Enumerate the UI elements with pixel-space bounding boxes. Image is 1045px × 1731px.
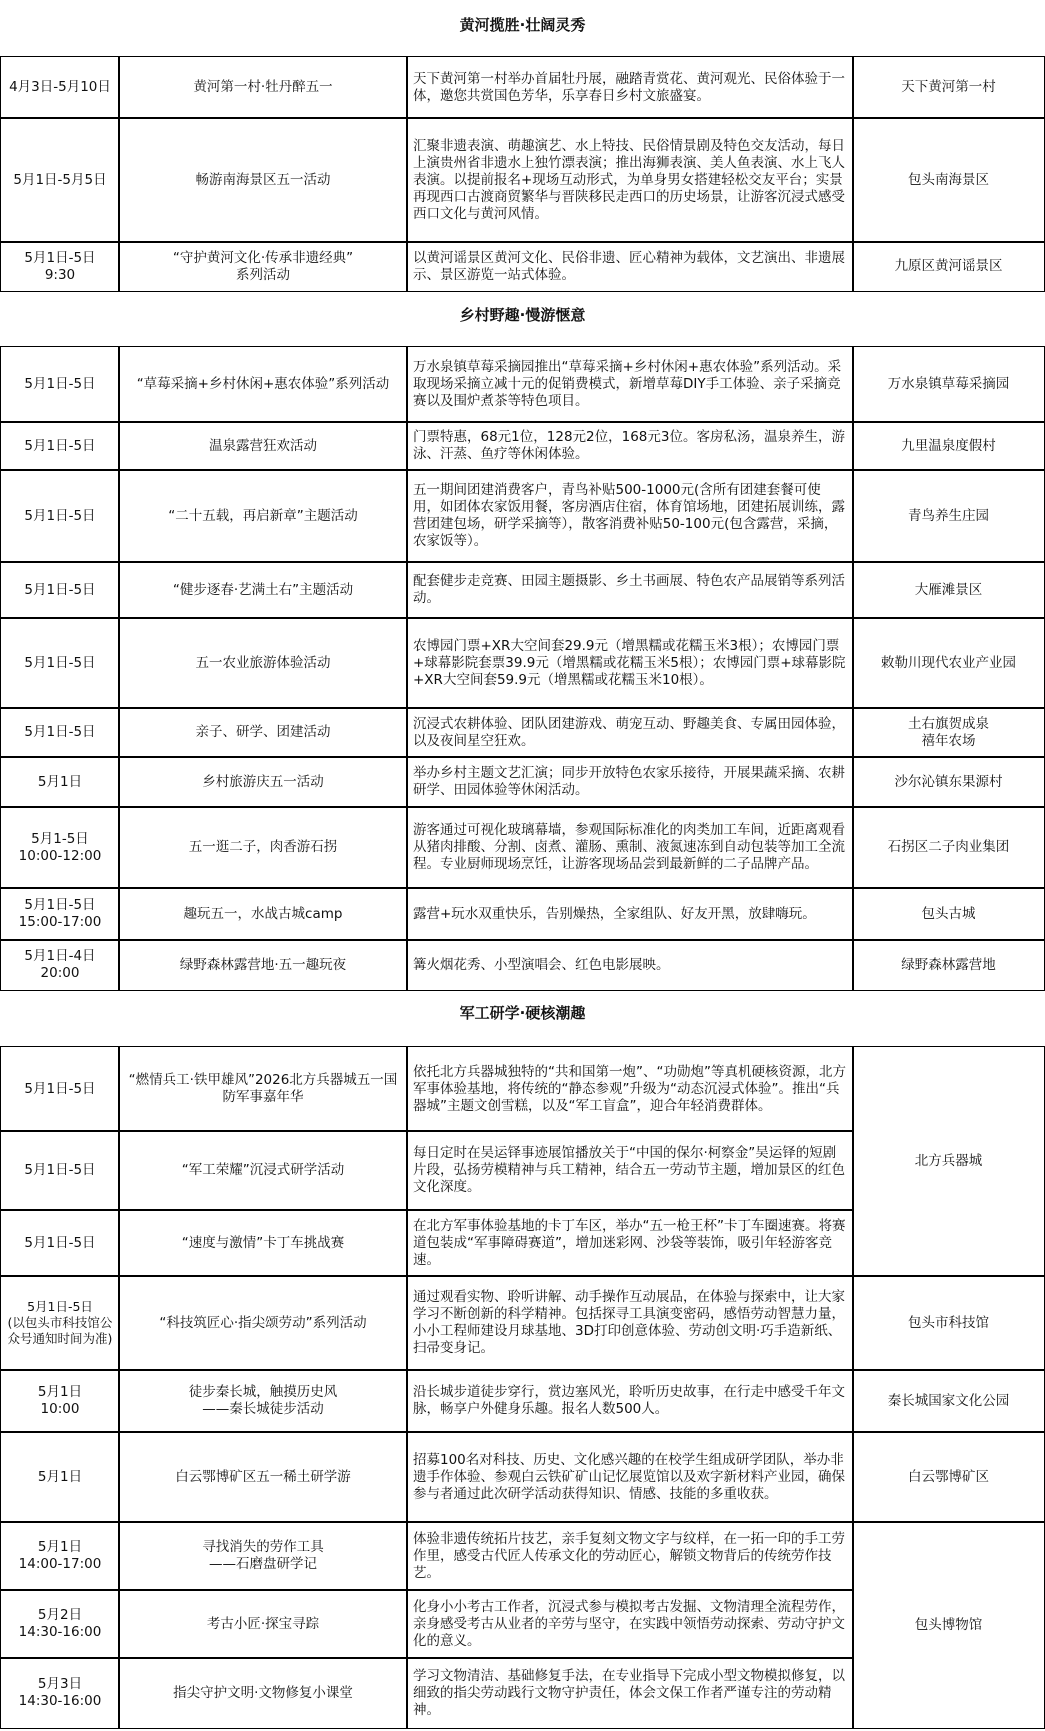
table-cell-desc: 汇聚非遗表演、萌趣演艺、水上特技、民俗情景剧及特色交友活动，每日上演贵州省非遗水上独竹漂表演；推出海狮表演、美人鱼表演、水上飞人表演。以提前报名+现场互动形式，为单身男女搭建轻松交友平台；实景再现西口古渡商贸繁华与晋陕移民走西口的历史场景，让游客沉浸式感受西口文化与黄河风情。 xyxy=(406,117,854,243)
table-cell-date: 4月3日-5月10日 xyxy=(0,56,120,119)
table-cell-place: 敕勒川现代农业产业园 xyxy=(852,617,1045,709)
table-cell-place: 土右旗贺成泉 禧年农场 xyxy=(852,707,1045,758)
table-cell-date: 5月1日-5日 xyxy=(0,561,120,619)
table-cell-date: 5月1日-5日 xyxy=(0,707,120,758)
table-cell-date: 5月1日 10:00 xyxy=(0,1369,120,1433)
table-cell-date: 5月2日 14:30-16:00 xyxy=(0,1589,120,1659)
table-cell-name: “燃情兵工·铁甲雄风”2026北方兵器城五一国防军事嘉年华 xyxy=(118,1046,408,1132)
table-cell-date: 5月1日-5日 xyxy=(0,1046,120,1132)
table-cell-place: 沙尔沁镇东果源村 xyxy=(852,756,1045,808)
table-cell-desc: 依托北方兵器城独特的“共和国第一炮”、“功勋炮”等真机硬核资源，北方军事体验基地，将传统的“静态参观”升级为“动态沉浸式体验”。推出“兵器城”主题文创雪糕，以及“军工盲盒”，迎合年轻消费群体。 xyxy=(406,1046,854,1132)
table-cell-place: 包头南海景区 xyxy=(852,117,1045,243)
table-cell-name: “守护黄河文化·传承非遗经典” 系列活动 xyxy=(118,241,408,292)
table-cell-name: 五一农业旅游体验活动 xyxy=(118,617,408,709)
table-cell-date: 5月1日-5日 15:00-17:00 xyxy=(0,887,120,941)
table-cell-name: “二十五载，再启新章”主题活动 xyxy=(118,469,408,563)
table-cell-desc: 体验非遗传统拓片技艺，亲手复刻文物文字与纹样，在一拓一印的手工劳作里，感受古代匠人传承文化的劳动匠心，解锁文物背后的传统劳作技艺。 xyxy=(406,1521,854,1591)
table-cell-name: 趣玩五一，水战古城camp xyxy=(118,887,408,941)
table-cell-date: 5月1日 14:00-17:00 xyxy=(0,1521,120,1591)
table-cell-date: 5月1日-5日 xyxy=(0,1130,120,1211)
table-cell-name: 考古小匠·探宝寻踪 xyxy=(118,1589,408,1659)
table-cell-desc: 农博园门票+XR大空间套29.9元（增黑糯或花糯玉米3根）；农博园门票+球幕影院套票39.9元（增黑糯或花糯玉米5根）；农博园门票+球幕影院+XR大空间套59.9元（增黑糯或花糯玉米10根）。 xyxy=(406,617,854,709)
table-cell-name: 指尖守护文明·文物修复小课堂 xyxy=(118,1657,408,1729)
table-cell-name: “健步逐春·艺满土右”主题活动 xyxy=(118,561,408,619)
table-cell-date: 5月1日-5日 xyxy=(0,1209,120,1277)
table-cell-date: 5月1日 xyxy=(0,756,120,808)
table-cell-name: 乡村旅游庆五一活动 xyxy=(118,756,408,808)
table-cell-date: 5月1日-5日 9:30 xyxy=(0,241,120,292)
table-cell-date: 5月1日-5日 xyxy=(0,346,120,423)
table-cell-place: 大雁滩景区 xyxy=(852,561,1045,619)
table-cell-desc: 万水泉镇草莓采摘园推出“草莓采摘+乡村休闲+惠农体验”系列活动。采取现场采摘立减十元的促销费模式，新增草莓DIY手工体验、亲子采摘竞赛以及围炉煮茶等特色项目。 xyxy=(406,346,854,423)
table-cell-date: 5月1-5日 10:00-12:00 xyxy=(0,806,120,889)
table-cell-name: 绿野森林露营地·五一趣玩夜 xyxy=(118,939,408,991)
table-cell-name: 寻找消失的劳作工具 ——石磨盘研学记 xyxy=(118,1521,408,1591)
table-cell-place: 九原区黄河谣景区 xyxy=(852,241,1045,292)
table-cell-place: 天下黄河第一村 xyxy=(852,56,1045,119)
table-cell-desc: 露营+玩水双重快乐，告别燥热，全家组队、好友开黑，放肆嗨玩。 xyxy=(406,887,854,941)
table-cell-name: “速度与激情”卡丁车挑战赛 xyxy=(118,1209,408,1277)
table-cell-place: 包头古城 xyxy=(852,887,1045,941)
table-cell-date: 5月3日 14:30-16:00 xyxy=(0,1657,120,1729)
table-cell-desc: 篝火烟花秀、小型演唱会、红色电影展映。 xyxy=(406,939,854,991)
table-cell-name: 白云鄂博矿区五一稀土研学游 xyxy=(118,1431,408,1523)
table-cell-desc: 五一期间团建消费客户，青鸟补贴500-1000元(含所有团建套餐可使用，如团体农家饭用餐，客房酒店住宿，体育馆场地，团建拓展训练，露营团建包场，研学采摘等），散客消费补贴50-100元(包含露营，采摘，农家饭等）。 xyxy=(406,469,854,563)
table-cell-name: 徒步秦长城，触摸历史风 ——秦长城徒步活动 xyxy=(118,1369,408,1433)
table-cell-desc: 每日定时在吴运铎事迹展馆播放关于“中国的保尔·柯察金”吴运铎的短剧片段，弘扬劳模精神与兵工精神，结合五一劳动节主题，增加景区的红色文化深度。 xyxy=(406,1130,854,1211)
table-cell-place: 青鸟养生庄园 xyxy=(852,469,1045,563)
table-cell-date: 5月1日-4日 20:00 xyxy=(0,939,120,991)
table-cell-name: 五一逛二子，肉香游石拐 xyxy=(118,806,408,889)
table-cell-date: 5月1日-5月5日 xyxy=(0,117,120,243)
table-cell-place: 绿野森林露营地 xyxy=(852,939,1045,991)
table-cell-desc: 沿长城步道徒步穿行，赏边塞风光，聆听历史故事，在行走中感受千年文脉，畅享户外健身乐趣。报名人数500人。 xyxy=(406,1369,854,1433)
table-cell-name: 亲子、研学、团建活动 xyxy=(118,707,408,758)
table-cell-desc: 天下黄河第一村举办首届牡丹展，融踏青赏花、黄河观光、民俗体验于一体，邀您共赏国色芳华，乐享春日乡村文旅盛宴。 xyxy=(406,56,854,119)
table-cell-date: 5月1日-5日 xyxy=(0,421,120,471)
table-cell-place: 九里温泉度假村 xyxy=(852,421,1045,471)
table-cell-desc: 通过观看实物、聆听讲解、动手操作互动展品，在体验与探索中，让大家学习不断创新的科学精神。包括探寻工具演变密码，感悟劳动智慧力量，小小工程师建设月球基地、3D打印创意体验、劳动创文明·巧手造新纸、扫帚变身记。 xyxy=(406,1275,854,1371)
table-cell-place: 北方兵器城 xyxy=(852,1046,1045,1277)
table-cell-name: “草莓采摘+乡村休闲+惠农体验”系列活动 xyxy=(118,346,408,423)
section-title: 乡村野趣·慢游惬意 xyxy=(459,305,586,324)
table-cell-place: 万水泉镇草莓采摘园 xyxy=(852,346,1045,423)
table-cell-desc: 游客通过可视化玻璃幕墙，参观国际标准化的肉类加工车间，近距离观看从猪肉排酸、分割、卤煮、灌肠、熏制、液氮速冻到自动包装等加工全流程。专业厨师现场烹饪，让游客现场品尝到最新鲜的二子品牌产品。 xyxy=(406,806,854,889)
table-cell-desc: 门票特惠，68元1位，128元2位，168元3位。客房私汤，温泉养生，游泳、汗蒸、鱼疗等休闲体验。 xyxy=(406,421,854,471)
table-cell-place: 白云鄂博矿区 xyxy=(852,1431,1045,1523)
table-cell-desc: 学习文物清洁、基础修复手法，在专业指导下完成小型文物模拟修复，以细致的指尖劳动践行文物守护责任，体会文保工作者严谨专注的劳动精神。 xyxy=(406,1657,854,1729)
section-title: 黄河揽胜·壮阔灵秀 xyxy=(459,15,586,34)
table-cell-name: “科技筑匠心·指尖颂劳动”系列活动 xyxy=(118,1275,408,1371)
table-cell-desc: 在北方军事体验基地的卡丁车区，举办“五一枪王杯”卡丁车圈速赛。将赛道包装成“军事障碍赛道”，增加迷彩网、沙袋等装饰，吸引年轻游客竞速。 xyxy=(406,1209,854,1277)
table-cell-desc: 化身小小考古工作者，沉浸式参与模拟考古发掘、文物清理全流程劳作，亲身感受考古从业者的辛劳与坚守，在实践中领悟劳动探索、劳动守护文化的意义。 xyxy=(406,1589,854,1659)
section-title: 军工研学·硬核潮趣 xyxy=(459,1003,586,1022)
table-cell-date: 5月1日-5日 xyxy=(0,617,120,709)
table-cell-date: 5月1日-5日 (以包头市科技馆公众号通知时间为准) xyxy=(0,1275,120,1371)
table-cell-desc: 举办乡村主题文艺汇演；同步开放特色农家乐接待，开展果蔬采摘、农耕研学、田园体验等休闲活动。 xyxy=(406,756,854,808)
table-cell-desc: 沉浸式农耕体验、团队团建游戏、萌宠互动、野趣美食、专属田园体验，以及夜间星空狂欢。 xyxy=(406,707,854,758)
table-cell-place: 包头博物馆 xyxy=(852,1521,1045,1729)
table-cell-place: 包头市科技馆 xyxy=(852,1275,1045,1371)
table-cell-place: 秦长城国家文化公园 xyxy=(852,1369,1045,1433)
table-cell-name: 畅游南海景区五一活动 xyxy=(118,117,408,243)
table-cell-date: 5月1日-5日 xyxy=(0,469,120,563)
table-cell-name: 黄河第一村·牡丹醉五一 xyxy=(118,56,408,119)
table-cell-name: “军工荣耀”沉浸式研学活动 xyxy=(118,1130,408,1211)
table-cell-desc: 配套健步走竞赛、田园主题摄影、乡土书画展、特色农产品展销等系列活动。 xyxy=(406,561,854,619)
table-cell-date: 5月1日 xyxy=(0,1431,120,1523)
table-cell-desc: 以黄河谣景区黄河文化、民俗非遗、匠心精神为载体，文艺演出、非遗展示、景区游览一站式体验。 xyxy=(406,241,854,292)
table-cell-place: 石拐区二子肉业集团 xyxy=(852,806,1045,889)
table-cell-name: 温泉露营狂欢活动 xyxy=(118,421,408,471)
table-cell-desc: 招募100名对科技、历史、文化感兴趣的在校学生组成研学团队，举办非遗手作体验、参观白云铁矿矿山记忆展览馆以及欢字新材料产业园，确保参与者通过此次研学活动获得知识、情感、技能的多重收获。 xyxy=(406,1431,854,1523)
